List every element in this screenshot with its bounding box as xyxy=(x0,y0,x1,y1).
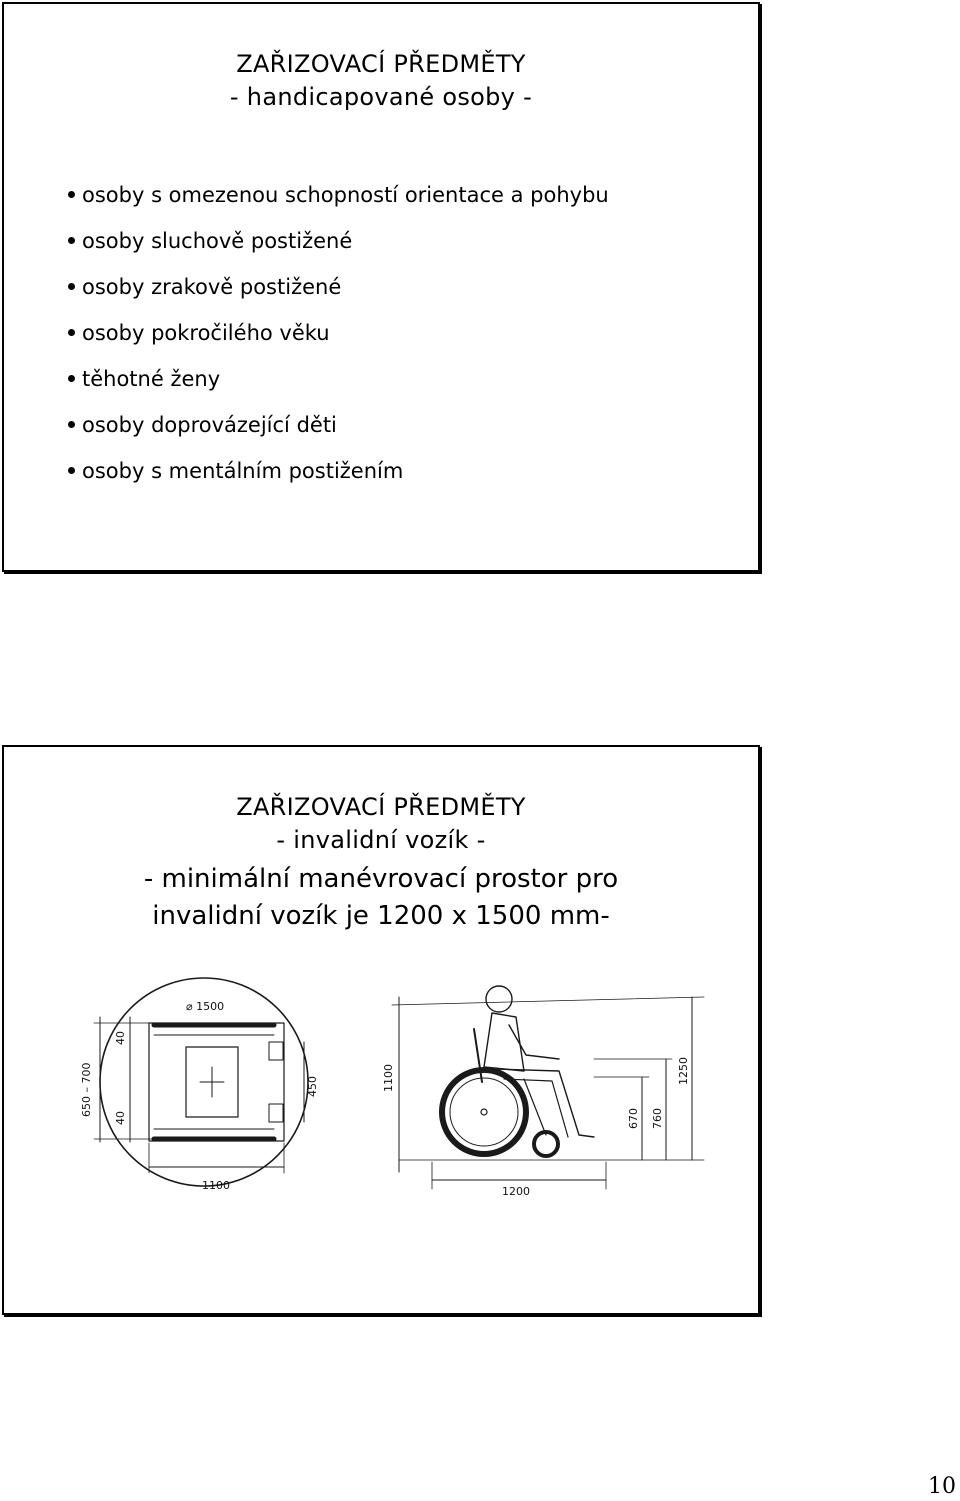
slide1-title xyxy=(4,48,758,114)
slide-wheelchair xyxy=(2,745,760,1315)
plan-width-label: 1100 xyxy=(202,1179,230,1192)
slide2-text-line1: - minimální manévrovací prostor pro xyxy=(143,864,619,894)
side-eye-label: 1250 xyxy=(677,1057,690,1085)
slide1-title-line1: ZAŘIZOVACÍ PŘEDMĚTY xyxy=(236,50,526,78)
list-item: osoby s mentálním postižením xyxy=(68,448,609,494)
wheelchair-sketch xyxy=(54,967,714,1207)
bullet-icon xyxy=(68,467,75,474)
slide2-title xyxy=(4,791,758,857)
page-number: 10 xyxy=(928,1474,956,1499)
side-height-label: 1100 xyxy=(382,1064,395,1092)
side-armrest-label: 760 xyxy=(651,1108,664,1129)
bullet-icon xyxy=(68,421,75,428)
bullet-icon xyxy=(68,283,75,290)
slide2-title-line1: ZAŘIZOVACÍ PŘEDMĚTY xyxy=(236,793,526,821)
list-item: osoby s omezenou schopností orientace a pohybu xyxy=(68,172,609,218)
slide1-title-line2: - handicapované osoby - xyxy=(229,83,533,111)
bullet-icon xyxy=(68,191,75,198)
person-arm xyxy=(509,1025,559,1059)
person-head xyxy=(486,986,512,1012)
list-item: osoby zrakově postižené xyxy=(68,264,609,310)
bullet-icon xyxy=(68,375,75,382)
backrest xyxy=(474,1029,482,1082)
plan-seat-height-label: 450 xyxy=(306,1076,319,1097)
bullet-icon xyxy=(68,329,75,336)
rear-wheel xyxy=(442,1070,526,1154)
side-seat-label: 670 xyxy=(627,1108,640,1129)
slide2-title-line2: - invalidní vozík - xyxy=(276,826,486,854)
plan-lower-gap-label: 40 xyxy=(114,1111,127,1125)
slide2-text-line2: invalidní vozík je 1200 x 1500 mm- xyxy=(152,901,610,931)
list-item: těhotné ženy xyxy=(68,356,609,402)
plan-upper-gap-label: 40 xyxy=(114,1031,127,1045)
list-item: osoby sluchově postižené xyxy=(68,218,609,264)
slide2-maneuver-text xyxy=(4,861,758,935)
bullet-icon xyxy=(68,237,75,244)
plan-height-range-label: 650 – 700 xyxy=(80,1062,93,1117)
list-item: osoby doprovázející děti xyxy=(68,402,609,448)
slide1-bullet-list xyxy=(68,172,609,494)
plan-diameter-label: ⌀ 1500 xyxy=(186,1000,225,1013)
wheelchair-side-view xyxy=(382,986,704,1198)
list-item: osoby pokročilého věku xyxy=(68,310,609,356)
side-length-label: 1200 xyxy=(502,1185,530,1198)
caster-top xyxy=(269,1042,283,1060)
wheelchair-dimension-drawing xyxy=(54,967,714,1207)
slide-handicapped-persons xyxy=(2,2,760,572)
caster-bottom xyxy=(269,1104,283,1122)
wheelchair-plan-view xyxy=(80,978,319,1192)
